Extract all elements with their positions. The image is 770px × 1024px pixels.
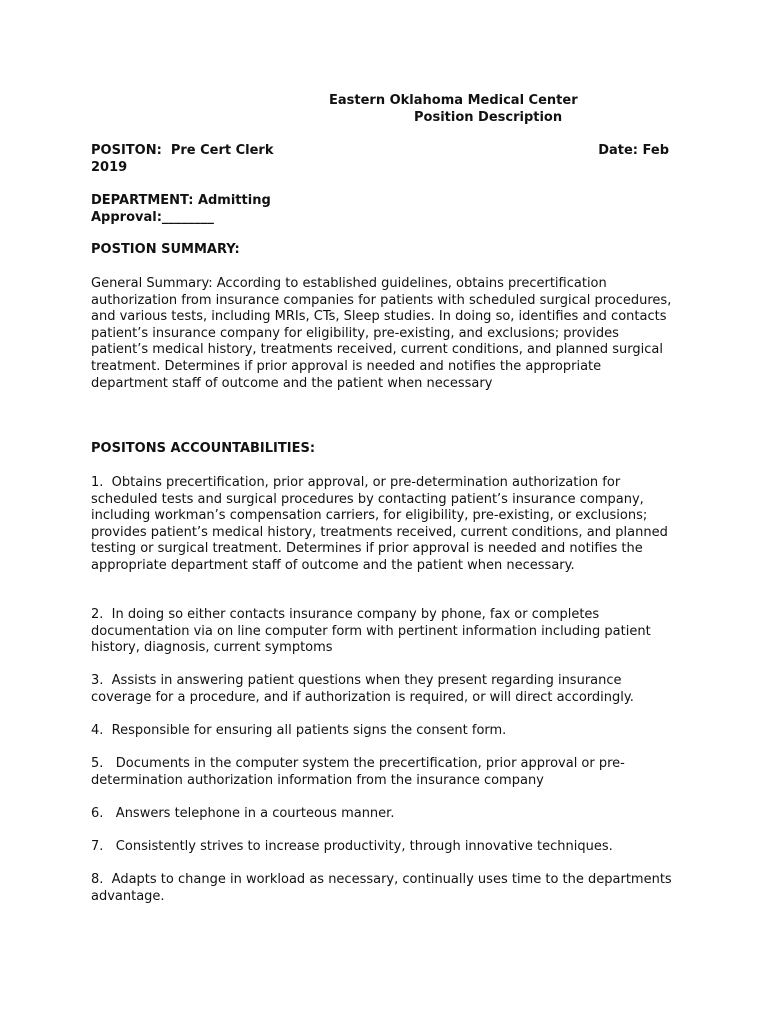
department-line: DEPARTMENT: Admitting <box>91 193 271 208</box>
accountability-item-3: 3. Assists in answering patient questions when they present regarding insurance coverage for a procedure, and if authorization is required, or will direct accordingly. <box>91 673 634 705</box>
year-line: 2019 <box>91 159 128 175</box>
document-title: Position Description <box>414 110 563 125</box>
position-line: POSITON: Pre Cert Clerk <box>91 143 274 158</box>
summary-text: General Summary: According to established guidelines, obtains precertification authorization from insurance companies for patients with scheduled surgical procedures, and various tests, including MRIs, CTs, Sleep studies. In doing so, identifies and contacts patient’s insurance company for eligibility, pre-existing, and exclusions; provides patient’s medical history, treatments received, current conditions, and planned surgical treatment. Determines if prior approval is needed and notifies the appropriate department staff of outcome and the patient when necessary <box>91 276 672 391</box>
accountability-item-6: 6. Answers telephone in a courteous manner. <box>91 806 395 821</box>
accountability-item-7: 7. Consistently strives to increase productivity, through innovative techniques. <box>91 839 613 854</box>
date-label: Date: Feb <box>598 143 669 158</box>
accountability-item-4: 4. Responsible for ensuring all patients signs the consent form. <box>91 723 507 738</box>
summary-heading: POSTION SUMMARY: <box>91 242 240 257</box>
approval-line: Approval:________ <box>91 209 214 225</box>
position-meta <box>91 143 679 176</box>
accountabilities-heading: POSITONS ACCOUNTABILITIES: <box>91 441 316 456</box>
accountability-item-8: 8. Adapts to change in workload as necessary, continually uses time to the departments advantage. <box>91 872 676 904</box>
organization-name: Eastern Oklahoma Medical Center <box>329 93 578 108</box>
accountability-item-5: 5. Documents in the computer system the precertification, prior approval or pre-determination authorization information from the insurance company <box>91 756 625 788</box>
department-block <box>91 193 679 226</box>
accountability-item-1: 1. Obtains precertification, prior approval, or pre-determination authorization for scheduled tests and surgical procedures by contacting patient’s insurance company, including workman’s compensation carriers, for eligibility, pre-existing, or exclusions; provides patient’s medical history, treatments received, current conditions, and planned testing or surgical treatment. Determines if prior approval is needed and notifies the appropriate department staff of outcome and the patient when necessary. <box>91 475 672 573</box>
accountability-item-2: 2. In doing so either contacts insurance company by phone, fax or completes documentation via on line computer form with pertinent information including patient history, diagnosis, current symptoms <box>91 607 655 656</box>
